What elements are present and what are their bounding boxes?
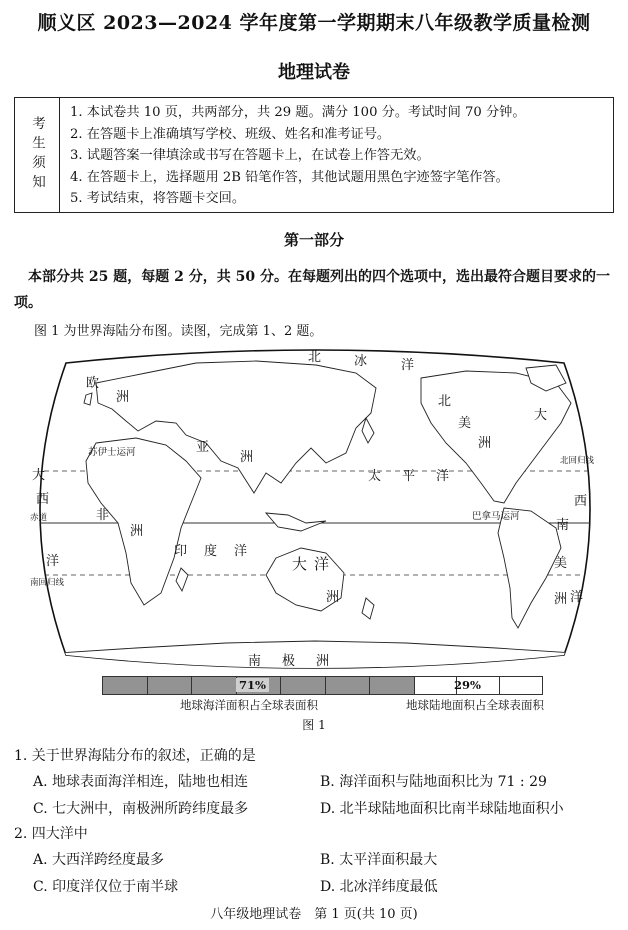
label-namerica-1: 北 bbox=[438, 394, 452, 409]
candidate-notice-box bbox=[14, 97, 614, 213]
label-namerica-2: 美 bbox=[458, 416, 472, 431]
notice-list bbox=[60, 98, 526, 212]
label-atlantic-e-2: 西 bbox=[574, 494, 588, 509]
label-indian-2: 度 bbox=[204, 544, 218, 559]
label-pacific-1: 太 bbox=[368, 469, 382, 484]
page-footer: 八年级地理试卷 第 1 页(共 10 页) bbox=[210, 907, 418, 922]
label-equator: 赤道 bbox=[30, 513, 48, 523]
part-heading: 第一部分 bbox=[283, 231, 344, 249]
q1-option-a[interactable]: A. 地球表面海洋相连，陆地也相连 bbox=[33, 774, 249, 790]
q1-option-c[interactable]: C. 七大洲中，南极洲所跨纬度最多 bbox=[33, 801, 249, 817]
label-atlantic-w-1: 大 bbox=[32, 468, 46, 483]
label-atlantic-w-3: 洋 bbox=[46, 554, 60, 569]
label-europe-2: 洲 bbox=[116, 390, 130, 405]
label-capricorn: 南回归线 bbox=[30, 578, 65, 588]
label-samerica-1: 南 bbox=[556, 518, 570, 533]
map-caption: 图 1 为世界海陆分布图。读图，完成第 1、2 题。 bbox=[34, 324, 323, 339]
q1-option-d[interactable]: D. 北半球陆地面积比南半球陆地面积小 bbox=[320, 801, 564, 817]
q2-option-a[interactable]: A. 大西洋跨经度最多 bbox=[33, 852, 165, 868]
question-2-stem: 2. 四大洋中 bbox=[14, 826, 88, 842]
label-pacific-3: 洋 bbox=[436, 469, 450, 484]
label-indian-1: 印 bbox=[174, 544, 188, 559]
label-oceania-ocean: 洋 bbox=[314, 555, 330, 573]
sea-caption: 地球海洋面积占全球表面积 bbox=[180, 698, 318, 712]
label-antarctica-3: 洲 bbox=[316, 654, 330, 669]
label-arctic-3: 洋 bbox=[401, 358, 415, 373]
label-arctic-2: 冰 bbox=[354, 354, 368, 369]
label-namerica-3: 洲 bbox=[478, 436, 492, 451]
figure-label: 图 1 bbox=[302, 718, 326, 732]
notice-item: 2. 在答题卡上准确填写学校、班级、姓名和准考证号。 bbox=[70, 126, 391, 142]
label-samerica-2: 美 bbox=[554, 556, 568, 571]
notice-item: 1. 本试卷共 10 页，共两部分，共 29 题。满分 100 分。考试时间 70 分钟。 bbox=[70, 105, 526, 120]
notice-item: 5. 考试结束，将答题卡交回。 bbox=[70, 191, 246, 207]
label-panama: 巴拿马运河 bbox=[472, 511, 520, 522]
notice-item: 3. 试题答案一律填涂或书写在答题卡上，在试卷上作答无效。 bbox=[70, 148, 430, 164]
land-percentage: 29% bbox=[454, 678, 481, 692]
sea-percentage: 71% bbox=[236, 678, 269, 692]
label-oceania: 大 bbox=[292, 555, 308, 573]
label-indian-3: 洋 bbox=[234, 544, 248, 559]
label-atlantic-e-3: 洋 bbox=[570, 590, 584, 605]
notice-label-cell bbox=[15, 98, 60, 212]
land-caption: 地球陆地面积占全球表面积 bbox=[406, 698, 544, 712]
label-pacific-2: 平 bbox=[402, 469, 416, 484]
exam-subtitle: 地理试卷 bbox=[278, 62, 350, 83]
q2-option-c[interactable]: C. 印度洋仅位于南半球 bbox=[33, 879, 179, 895]
label-samerica-3: 洲 bbox=[554, 592, 568, 607]
label-africa: 非 bbox=[96, 508, 110, 523]
notice-item: 4. 在答题卡上，选择题用 2B 铅笔作答，其他试题用黑色字迹签字笔作答。 bbox=[70, 169, 509, 185]
label-atlantic-w-2: 西 bbox=[36, 492, 50, 507]
label-suez: 苏伊士运河 bbox=[88, 447, 136, 458]
label-asia: 亚 bbox=[196, 440, 210, 455]
question-1-stem: 1. 关于世界海陆分布的叙述，正确的是 bbox=[14, 748, 256, 764]
label-europe: 欧 bbox=[86, 376, 100, 391]
label-oceania-2: 洲 bbox=[326, 590, 340, 605]
q2-option-b[interactable]: B. 太平洋面积最大 bbox=[320, 852, 438, 868]
label-arctic-1: 北 bbox=[308, 350, 322, 365]
world-map bbox=[26, 343, 604, 675]
label-cancer: 北回归线 bbox=[560, 456, 595, 466]
exam-title: 顺义区 2023—2024 学年度第一学期期末八年级教学质量检测 bbox=[37, 12, 591, 34]
part-intro: 本部分共 25 题，每题 2 分，共 50 分。在每题列出的四个选项中，选出最符合题目要求的一项。 bbox=[14, 269, 610, 311]
label-asia-2: 洲 bbox=[240, 450, 254, 465]
q2-option-d[interactable]: D. 北冰洋纬度最低 bbox=[320, 879, 438, 895]
notice-label: 考生须知 bbox=[29, 116, 45, 194]
label-antarctica-1: 南 bbox=[248, 654, 262, 669]
label-atlantic-e-1: 大 bbox=[534, 408, 548, 423]
label-africa-2: 洲 bbox=[130, 524, 144, 539]
q1-option-b[interactable]: B. 海洋面积与陆地面积比为 71 : 29 bbox=[320, 774, 547, 790]
label-antarctica-2: 极 bbox=[282, 654, 296, 669]
